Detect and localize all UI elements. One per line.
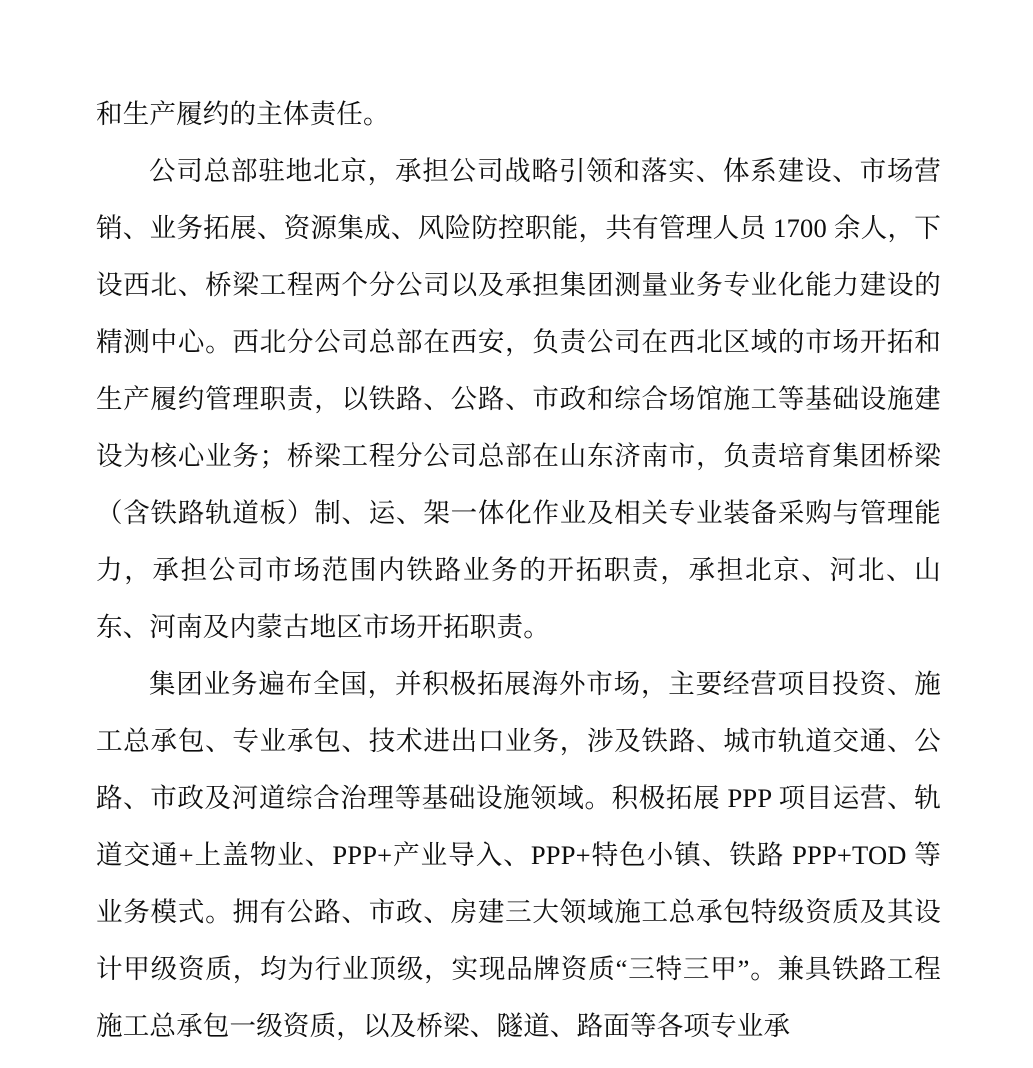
document-body (96, 86, 941, 1055)
paragraph-3: 集团业务遍布全国，并积极拓展海外市场，主要经营项目投资、施工总承包、专业承包、技术进出口业务，涉及铁路、城市轨道交通、公路、市政及河道综合治理等基础设施领域。积极拓展 PPP 项目运营、轨道交通+上盖物业、PPP+产业导入、PPP+特色小镇、铁路 PPP+TOD 等业务模式。拥有公路、市政、房建三大领域施工总承包特级资质及其设计甲级资质，均为行业顶级，实现品牌资质“三特三甲”。兼具铁路工程施工总承包一级资质，以及桥梁、隧道、路面等各项专业承 (96, 669, 941, 1041)
paragraph-1: 和生产履约的主体责任。 (96, 99, 390, 129)
paragraph-2: 公司总部驻地北京，承担公司战略引领和落实、体系建设、市场营销、业务拓展、资源集成、风险防控职能，共有管理人员 1700 余人，下设西北、桥梁工程两个分公司以及承担集团测量业务专业化能力建设的精测中心。西北分公司总部在西安，负责公司在西北区域的市场开拓和生产履约管理职责，以铁路、公路、市政和综合场馆施工等基础设施建设为核心业务；桥梁工程分公司总部在山东济南市，负责培育集团桥梁（含铁路轨道板）制、运、架一体化作业及相关专业装备采购与管理能力，承担公司市场范围内铁路业务的开拓职责，承担北京、河北、山东、河南及内蒙古地区市场开拓职责。 (96, 156, 941, 642)
